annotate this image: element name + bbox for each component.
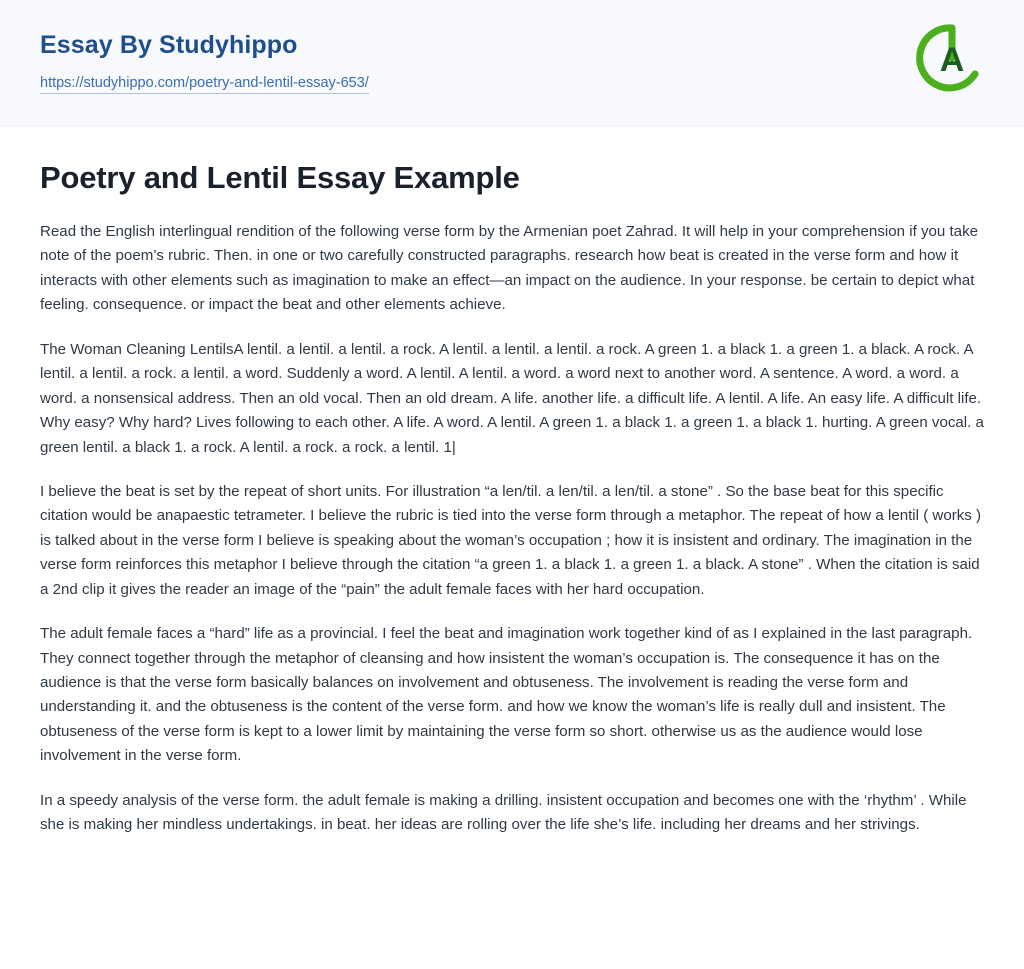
site-header <box>0 0 1024 126</box>
article-paragraph: The Woman Cleaning LentilsA lentil. a lentil. a lentil. a rock. A lentil. a lentil. a lentil. a rock. A green 1. a black 1. a green 1. a black. A rock. A lentil. a lentil. a rock. a lentil. a word. Suddenly a word. A lentil. A lentil. a word. a word next to another word. A sentence. A word. a word. a word. a nonsensical address. Then an old vocal. Then an old dream. A life. another life. a difficult life. A lentil. A life. An easy life. A difficult life. Why easy? Why hard? Lives following to each other. A life. A word. A lentil. A green 1. a black 1. a green 1. a black 1. hurting. A green vocal. a green lentil. a black 1. a rock. A lentil. a rock. a rock. a lentil. 1| <box>40 340 984 456</box>
letter-a-circle-logo-icon <box>916 22 988 94</box>
article-paragraph: Read the English interlingual rendition of the following verse form by the Armenian poet Zahrad. It will help in your comprehension if you take note of the poem’s rubric. Then. in one or two carefully constructed paragraphs. research how beat is created in the verse form and how it interacts with other elements such as imagination to make an effect—an impact on the audience. In your response. be certain to depict what feeling. consequence. or impact the beat and other elements achieve. <box>40 223 979 314</box>
article-paragraph: The adult female faces a “hard” life as a provincial. I feel the beat and imagination work together kind of as I explained in the last paragraph. They connect together through the metaphor of cleansing and how insistent the woman’s occupation is. The consequence it has on the audience is that the verse form basically balances on involvement and obtuseness. The involvement is reading the verse form and understanding it. and the obtuseness is the content of the verse form. and how we know the woman’s life is really dull and insistent. The obtuseness of the verse form is kept to a lower limit by maintaining the verse form so short. otherwise us as the audience would lose involvement in the verse form. <box>40 625 973 765</box>
article-paragraph: I believe the beat is set by the repeat of short units. For illustration “a len/til. a len/til. a len/til. a stone” . So the base beat for this specific citation would be anapaestic tetrameter. I believe the rubric is tied into the verse form through a metaphor. The repeat of how a lentil ( works ) is talked about in the verse form I believe is speaking about the woman’s occupation ; how it is insistent and ordinary. The imagination in the verse form reinforces this metaphor I believe through the citation “a green 1. a black 1. a green 1. a black. A stone” . When the citation is said a 2nd clip it gives the reader an image of the “pain” the adult female faces with her hard occupation. <box>40 482 982 598</box>
brand-title: Essay By Studyhippo <box>40 31 298 59</box>
page-title: Poetry and Lentil Essay Example <box>40 160 520 195</box>
article-body <box>0 126 1024 838</box>
article-paragraph: In a speedy analysis of the verse form. the adult female is making a drilling. insistent occupation and becomes one with the ‘rhythm’ . While she is making her mindless undertakings. in beat. her ideas are rolling over the life she’s life. including her dreams and her strivings. <box>40 791 967 834</box>
svg-text:A: A <box>939 41 965 79</box>
source-url-link[interactable]: https://studyhippo.com/poetry-and-lentil-essay-653/ <box>40 74 369 94</box>
